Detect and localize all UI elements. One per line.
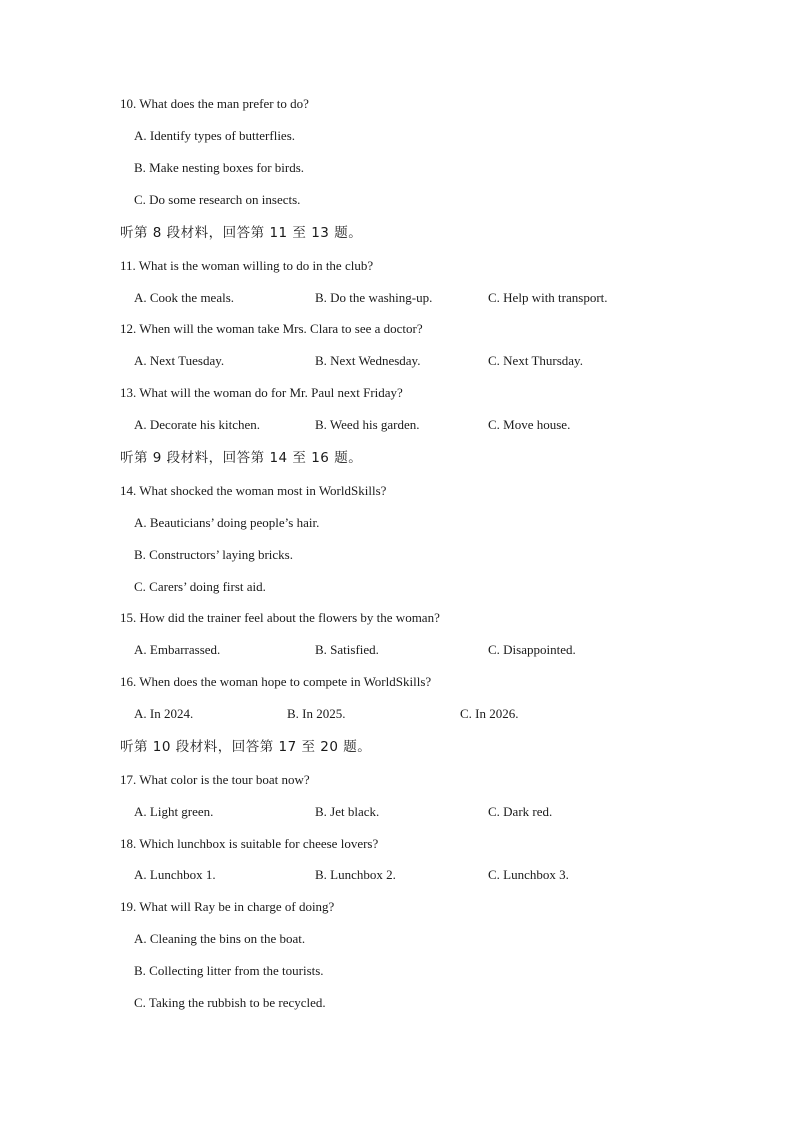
question-16-option-a: A. In 2024. <box>134 706 194 721</box>
question-17-option-c: C. Dark red. <box>488 804 553 819</box>
question-17-option-a: A. Light green. <box>134 804 214 819</box>
question-12-options <box>0 353 794 369</box>
question-16-options <box>0 706 794 722</box>
question-14-option-c: C. Carers’ doing first aid. <box>134 579 266 594</box>
question-13-stem: 13. What will the woman do for Mr. Paul next Friday? <box>120 385 403 400</box>
question-15-options <box>0 642 794 658</box>
question-10-option-c: C. Do some research on insects. <box>134 192 301 207</box>
question-15-option-c: C. Disappointed. <box>488 642 576 657</box>
question-16-option-c: C. In 2026. <box>460 706 519 721</box>
question-15-option-b: B. Satisfied. <box>315 642 379 657</box>
question-19-option-a: A. Cleaning the bins on the boat. <box>134 931 306 946</box>
question-19-stem: 19. What will Ray be in charge of doing? <box>120 899 335 914</box>
question-16-option-b: B. In 2025. <box>287 706 346 721</box>
question-18-stem: 18. Which lunchbox is suitable for cheese lovers? <box>120 836 379 851</box>
question-10-stem: 10. What does the man prefer to do? <box>120 96 309 111</box>
question-12-option-a: A. Next Tuesday. <box>134 353 225 368</box>
question-11-option-b: B. Do the washing-up. <box>315 290 433 305</box>
question-15-stem: 15. How did the trainer feel about the flowers by the woman? <box>120 610 440 625</box>
question-10-option-a: A. Identify types of butterflies. <box>134 128 296 143</box>
question-19-option-b: B. Collecting litter from the tourists. <box>134 963 324 978</box>
question-13-option-b: B. Weed his garden. <box>315 417 420 432</box>
question-13-options <box>0 417 794 433</box>
question-17-options <box>0 804 794 820</box>
question-11-options <box>0 290 794 306</box>
question-15-option-a: A. Embarrassed. <box>134 642 221 657</box>
question-11-option-c: C. Help with transport. <box>488 290 608 305</box>
question-18-option-c: C. Lunchbox 3. <box>488 867 569 882</box>
question-14-option-b: B. Constructors’ laying bricks. <box>134 547 293 562</box>
question-17-stem: 17. What color is the tour boat now? <box>120 772 310 787</box>
section-heading-8: 听第 8 段材料，回答第 11 至 13 题。 <box>120 225 363 241</box>
question-17-option-b: B. Jet black. <box>315 804 380 819</box>
question-10-option-b: B. Make nesting boxes for birds. <box>134 160 305 175</box>
question-14-stem: 14. What shocked the woman most in WorldSkills? <box>120 483 387 498</box>
question-13-option-a: A. Decorate his kitchen. <box>134 417 260 432</box>
question-18-option-a: A. Lunchbox 1. <box>134 867 216 882</box>
question-12-option-b: B. Next Wednesday. <box>315 353 421 368</box>
section-heading-10: 听第 10 段材料，回答第 17 至 20 题。 <box>120 739 372 755</box>
question-19-option-c: C. Taking the rubbish to be recycled. <box>134 995 326 1010</box>
question-11-option-a: A. Cook the meals. <box>134 290 235 305</box>
question-13-option-c: C. Move house. <box>488 417 571 432</box>
question-16-stem: 16. When does the woman hope to compete in WorldSkills? <box>120 674 432 689</box>
question-11-stem: 11. What is the woman willing to do in the club? <box>120 258 374 273</box>
question-12-option-c: C. Next Thursday. <box>488 353 583 368</box>
section-heading-9: 听第 9 段材料，回答第 14 至 16 题。 <box>120 450 363 466</box>
question-14-option-a: A. Beauticians’ doing people’s hair. <box>134 515 320 530</box>
question-18-option-b: B. Lunchbox 2. <box>315 867 396 882</box>
question-12-stem: 12. When will the woman take Mrs. Clara to see a doctor? <box>120 321 423 336</box>
question-18-options <box>0 867 794 883</box>
